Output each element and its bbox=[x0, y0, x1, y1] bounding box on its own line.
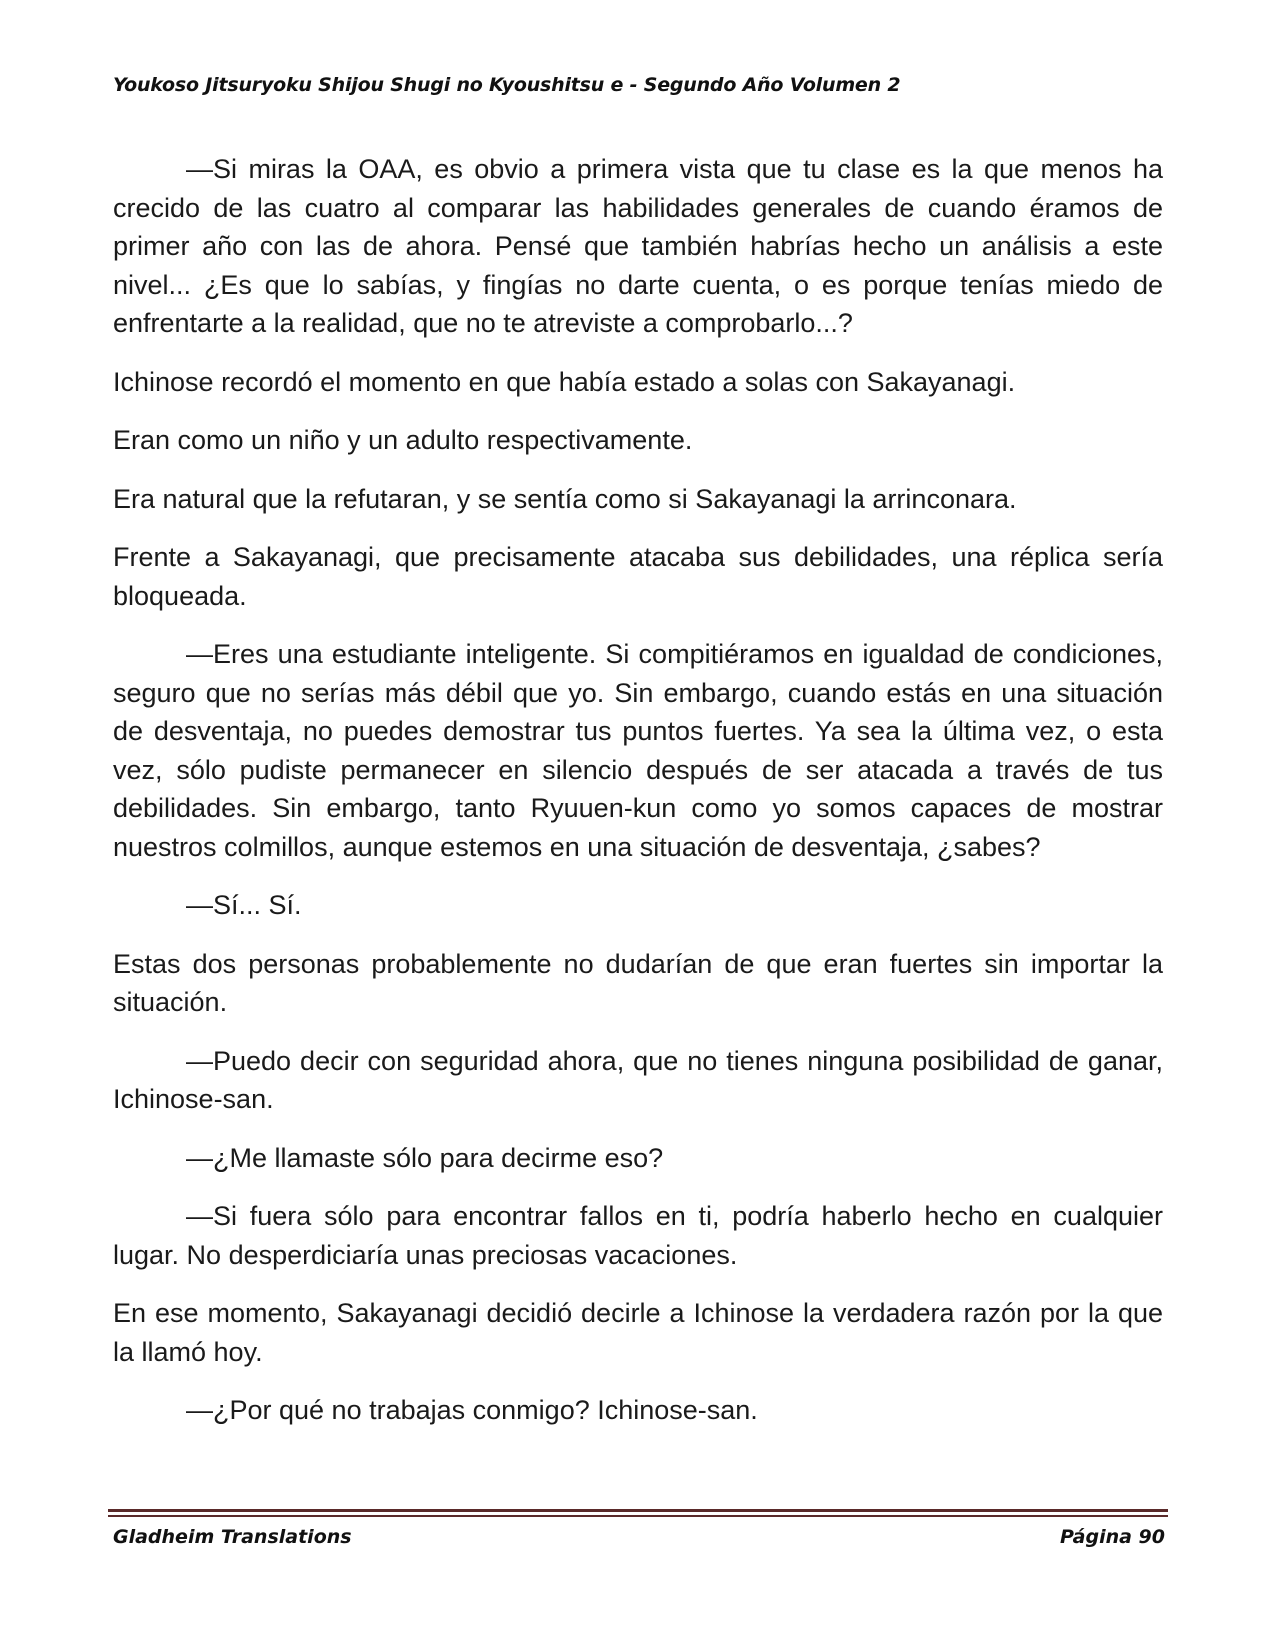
paragraph: Era natural que la refutaran, y se sentía como si Sakayanagi la arrinconara. bbox=[113, 483, 1017, 514]
paragraph: Frente a Sakayanagi, que precisamente atacaba sus debilidades, una réplica sería bloqueada. bbox=[113, 542, 1163, 611]
footer-divider bbox=[108, 1509, 1168, 1517]
paragraph: Eran como un niño y un adulto respectivamente. bbox=[113, 425, 693, 455]
paragraph: —¿Me llamaste sólo para decirme eso? bbox=[186, 1142, 664, 1173]
paragraph: —Puedo decir con seguridad ahora, que no tienes ninguna posibilidad de ganar, Ichinose-san. bbox=[113, 1045, 1163, 1114]
page-number: Página 90 bbox=[1059, 1526, 1165, 1548]
page-header-title: Youkoso Jitsuryoku Shijou Shugi no Kyoushitsu e - Segundo Año Volumen 2 bbox=[113, 74, 901, 96]
paragraph: —Sí... Sí. bbox=[186, 890, 302, 920]
paragraph: Ichinose recordó el momento en que había estado a solas con Sakayanagi. bbox=[113, 366, 1016, 397]
page-body bbox=[113, 150, 1163, 1450]
paragraph: —Eres una estudiante inteligente. Si compitiéramos en igualdad de condiciones, seguro que no serías más débil que yo. Sin embargo, cuando estás en una situación de desventaja, no puedes demostrar tus puntos fuertes. Ya sea la última vez, o esta vez, sólo pudiste permanecer en silencio después de ser atacada a través de tus debilidades. Sin embargo, tanto Ryuuen-kun como yo somos capaces de mostrar nuestros colmillos, aunque estemos en una situación de desventaja, ¿sabes? bbox=[113, 639, 1163, 862]
paragraph: —¿Por qué no trabajas conmigo? Ichinose-san. bbox=[186, 1395, 758, 1425]
paragraph: En ese momento, Sakayanagi decidió decirle a Ichinose la verdadera razón por la que la llamó hoy. bbox=[113, 1298, 1163, 1367]
paragraph: —Si fuera sólo para encontrar fallos en ti, podría haberlo hecho en cualquier lugar. No desperdiciaría unas preciosas vacaciones. bbox=[113, 1201, 1163, 1270]
paragraph: Estas dos personas probablemente no dudarían de que eran fuertes sin importar la situación. bbox=[113, 948, 1163, 1017]
paragraph: —Si miras la OAA, es obvio a primera vista que tu clase es la que menos ha crecido de las cuatro al comparar las habilidades generales de cuando éramos de primer año con las de ahora. Pensé que también habrías hecho un análisis a este nivel... ¿Es que lo sabías, y fingías no darte cuenta, o es porque tenías miedo de enfrentarte a la realidad, que no te atreviste a comprobarlo...? bbox=[113, 154, 1163, 338]
footer-credit: Gladheim Translations bbox=[113, 1526, 352, 1548]
